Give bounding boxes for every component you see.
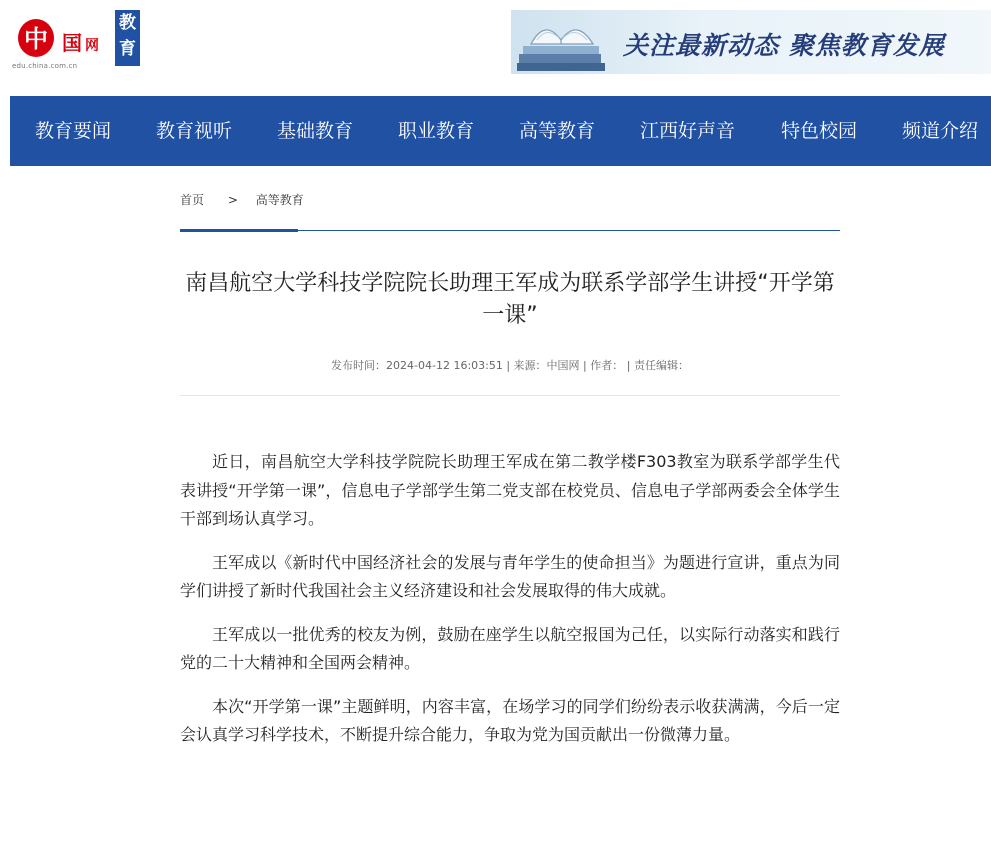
china-net-logo[interactable] bbox=[10, 8, 110, 70]
breadcrumb-home-link[interactable]: 首页 bbox=[180, 193, 205, 207]
header-banner bbox=[511, 10, 991, 74]
logo-mark-icon bbox=[10, 8, 110, 70]
article-paragraph: 王军成以《新时代中国经济社会的发展与青年学生的使命担当》为题进行宣讲，重点为同学们讲授了新时代我国社会主义经济建设和社会发展取得的伟大成就。 bbox=[180, 552, 840, 600]
article-paragraph: 本次“开学第一课”主题鲜明，内容丰富，在场学习的同学们纷纷表示收获满满，今后一定会认真学习科学技术，不断提升综合能力，争取为党为国贡献出一份微薄力量。 bbox=[180, 696, 840, 744]
breadcrumb-current-link[interactable]: 高等教育 bbox=[255, 193, 304, 207]
channel-label-char: 育 bbox=[119, 39, 136, 59]
logo-url-text: edu.china.com.cn bbox=[12, 62, 78, 70]
nav-item-campus-features[interactable]: 特色校园 bbox=[781, 120, 858, 142]
nav-item-channel-intro[interactable]: 频道介绍 bbox=[902, 120, 979, 142]
books-illustration-icon bbox=[511, 10, 621, 74]
channel-label-char: 教 bbox=[119, 13, 136, 33]
article-meta: 发布时间：2024-04-12 16:03:51 | 来源：中国网 | 作者： | 责任编辑： bbox=[331, 359, 689, 372]
meta-divider bbox=[180, 395, 840, 396]
channel-label-box[interactable] bbox=[115, 10, 140, 66]
article-body bbox=[180, 448, 840, 765]
article-title: 南昌航空大学科技学院院长助理王军成为联系学部学生讲授“开学第一课” bbox=[185, 271, 835, 328]
nav-item-basic-education[interactable]: 基础教育 bbox=[277, 120, 354, 142]
main-nav bbox=[10, 96, 991, 166]
breadcrumb-separator: > bbox=[227, 193, 238, 207]
svg-text:网: 网 bbox=[85, 38, 99, 54]
svg-text:国: 国 bbox=[62, 31, 82, 55]
nav-item-vocational-education[interactable]: 职业教育 bbox=[398, 120, 475, 142]
breadcrumb bbox=[180, 191, 304, 208]
nav-item-jiangxi-voice[interactable]: 江西好声音 bbox=[640, 120, 736, 142]
svg-text:中: 中 bbox=[24, 24, 48, 53]
nav-item-education-video[interactable]: 教育视听 bbox=[156, 120, 233, 142]
site-header bbox=[0, 0, 991, 96]
article-paragraph: 近日，南昌航空大学科技学院院长助理王军成在第二教学楼F303教室为联系学部学生代表讲授“开学第一课”，信息电子学部学生第二党支部在校党员、信息电子学部两委会全体学生干部到场认真学习。 bbox=[180, 452, 840, 528]
nav-item-higher-education[interactable]: 高等教育 bbox=[519, 120, 596, 142]
banner-slogan: 关注最新动态 聚焦教育发展 bbox=[623, 31, 945, 60]
article-paragraph: 王军成以一批优秀的校友为例，鼓励在座学生以航空报国为己任，以实际行动落实和践行党的二十大精神和全国两会精神。 bbox=[180, 624, 840, 672]
nav-item-education-news[interactable]: 教育要闻 bbox=[35, 120, 112, 142]
breadcrumb-divider-accent bbox=[180, 229, 298, 232]
